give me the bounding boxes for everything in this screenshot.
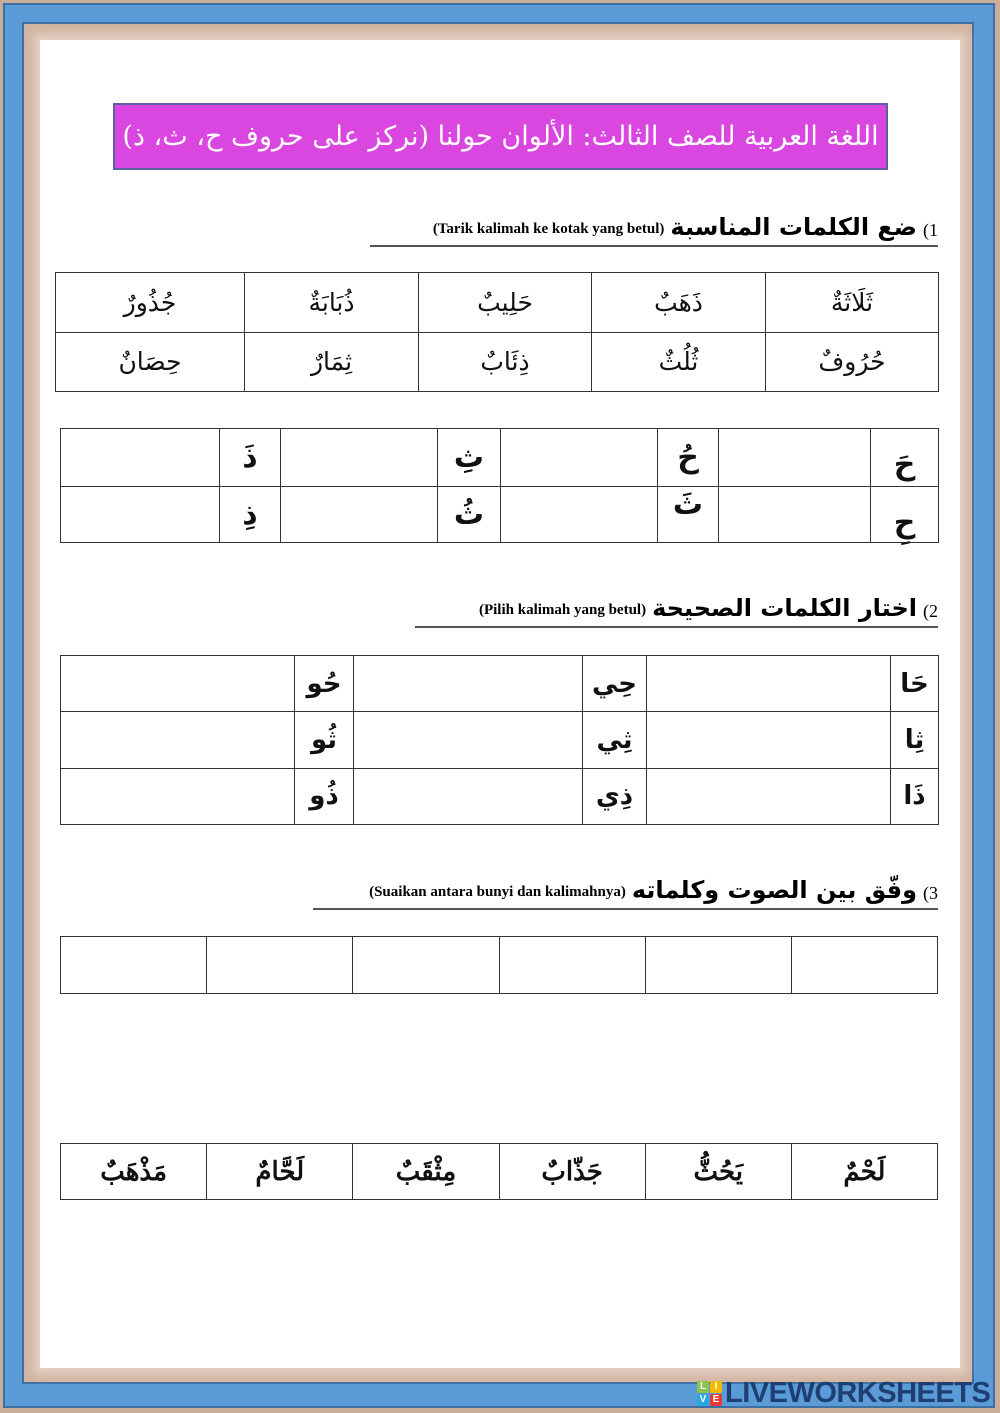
live-badge-icon xyxy=(697,1381,722,1406)
syllable-label: ذَا xyxy=(891,768,939,824)
draggable-word[interactable]: ثَلَاثَةٌ xyxy=(766,273,939,333)
section-1-number: 1) xyxy=(923,220,938,240)
letter-label: حَ xyxy=(871,429,939,487)
letter-label: ثُ xyxy=(438,487,501,543)
logo-text: LIVEWORKSHEETS xyxy=(725,1376,991,1409)
letter-label: ذَ xyxy=(220,429,281,487)
answer-dropdown[interactable] xyxy=(61,712,295,768)
draggable-word[interactable]: ثِمَارٌ xyxy=(245,332,419,392)
drop-zone[interactable] xyxy=(281,429,438,487)
logo-badge-letter: E xyxy=(710,1394,722,1406)
draggable-word[interactable]: حُرُوفٌ xyxy=(766,332,939,392)
answer-dropdown[interactable] xyxy=(354,768,583,824)
sound-slot[interactable] xyxy=(499,937,645,994)
section-1-heading xyxy=(370,205,938,247)
draggable-word[interactable]: حَلِيبٌ xyxy=(419,273,592,333)
syllable-label: ثِا xyxy=(891,712,939,768)
syllable-label: ذُو xyxy=(295,768,354,824)
section-3-heading-malay: (Suaikan antara bunyi dan kalimahnya) xyxy=(369,884,626,900)
drop-zone[interactable] xyxy=(61,429,220,487)
syllable-row xyxy=(61,656,939,712)
match-words-row xyxy=(61,1144,938,1200)
section-2-heading-malay: (Pilih kalimah yang betul) xyxy=(478,602,647,618)
logo-badge-letter: V xyxy=(697,1394,709,1406)
syllable-row xyxy=(61,768,939,824)
sound-slot[interactable] xyxy=(61,937,207,994)
match-word[interactable]: جَذّابٌ xyxy=(499,1144,645,1200)
section-3-number: 3) xyxy=(923,883,938,903)
sound-slot[interactable] xyxy=(353,937,499,994)
word-bank-row xyxy=(56,273,939,333)
letter-row xyxy=(61,487,939,543)
sound-slot[interactable] xyxy=(207,937,353,994)
letter-drop-table xyxy=(60,428,939,543)
answer-dropdown[interactable] xyxy=(354,656,583,712)
syllable-label: حُو xyxy=(295,656,354,712)
syllable-label: حَا xyxy=(891,656,939,712)
syllable-table xyxy=(60,655,939,825)
section-1-heading-arabic: ضع الكلمات المناسبة xyxy=(670,213,917,241)
section-2-number: 2) xyxy=(923,601,938,621)
logo-badge-letter: L xyxy=(697,1381,709,1393)
answer-dropdown[interactable] xyxy=(647,768,891,824)
syllable-label: حِي xyxy=(583,656,647,712)
drop-zone[interactable] xyxy=(61,487,220,543)
word-bank-row xyxy=(56,332,939,392)
sound-slots-table xyxy=(60,936,938,994)
match-word[interactable]: لَحْمٌ xyxy=(791,1144,937,1200)
syllable-label: ثُو xyxy=(295,712,354,768)
section-3-heading xyxy=(313,866,938,910)
liveworksheets-logo xyxy=(697,1378,990,1408)
letter-label: ذِ xyxy=(220,487,281,543)
sound-slot[interactable] xyxy=(645,937,791,994)
letter-label: حِ xyxy=(871,487,939,543)
section-2-heading-arabic: اختار الكلمات الصحيحة xyxy=(652,594,917,622)
answer-dropdown[interactable] xyxy=(61,768,295,824)
letter-label: حُ xyxy=(658,429,719,487)
drop-zone[interactable] xyxy=(281,487,438,543)
draggable-word[interactable]: ذَهَبٌ xyxy=(592,273,766,333)
answer-dropdown[interactable] xyxy=(354,712,583,768)
answer-dropdown[interactable] xyxy=(61,656,295,712)
letter-row xyxy=(61,429,939,487)
worksheet-title-text: اللغة العربية للصف الثالث: الألوان حولنا (نركز على حروف ح، ث، ذ) xyxy=(122,121,879,152)
draggable-word[interactable]: جُذُورٌ xyxy=(56,273,245,333)
letter-label: ثَ xyxy=(658,487,719,543)
section-3-heading-arabic: وفّق بين الصوت وكلماته xyxy=(631,876,917,904)
syllable-row xyxy=(61,712,939,768)
drop-zone[interactable] xyxy=(501,487,658,543)
syllable-label: ذِي xyxy=(583,768,647,824)
answer-dropdown[interactable] xyxy=(647,656,891,712)
sound-slot[interactable] xyxy=(791,937,937,994)
section-2-heading xyxy=(415,586,938,628)
draggable-word[interactable]: ذُبَابَةٌ xyxy=(245,273,419,333)
match-words-table xyxy=(60,1143,938,1200)
draggable-word[interactable]: ثُلُثٌ xyxy=(592,332,766,392)
syllable-label: ثِي xyxy=(583,712,647,768)
drop-zone[interactable] xyxy=(501,429,658,487)
draggable-word[interactable]: ذِئَابٌ xyxy=(419,332,592,392)
draggable-word[interactable]: حِصَانٌ xyxy=(56,332,245,392)
answer-dropdown[interactable] xyxy=(647,712,891,768)
drop-zone[interactable] xyxy=(719,429,871,487)
match-word[interactable]: مِثْقَبٌ xyxy=(353,1144,499,1200)
match-word[interactable]: يَحُثُّ xyxy=(645,1144,791,1200)
match-word[interactable]: لَحَّامٌ xyxy=(207,1144,353,1200)
worksheet-title xyxy=(113,103,888,170)
sound-slots-row xyxy=(61,937,938,994)
letter-label: ثِ xyxy=(438,429,501,487)
match-word[interactable]: مَذْهَبٌ xyxy=(61,1144,207,1200)
drop-zone[interactable] xyxy=(719,487,871,543)
section-1-heading-malay: (Tarik kalimah ke kotak yang betul) xyxy=(432,221,665,237)
logo-badge-letter: I xyxy=(710,1381,722,1393)
word-bank-table xyxy=(55,272,939,392)
